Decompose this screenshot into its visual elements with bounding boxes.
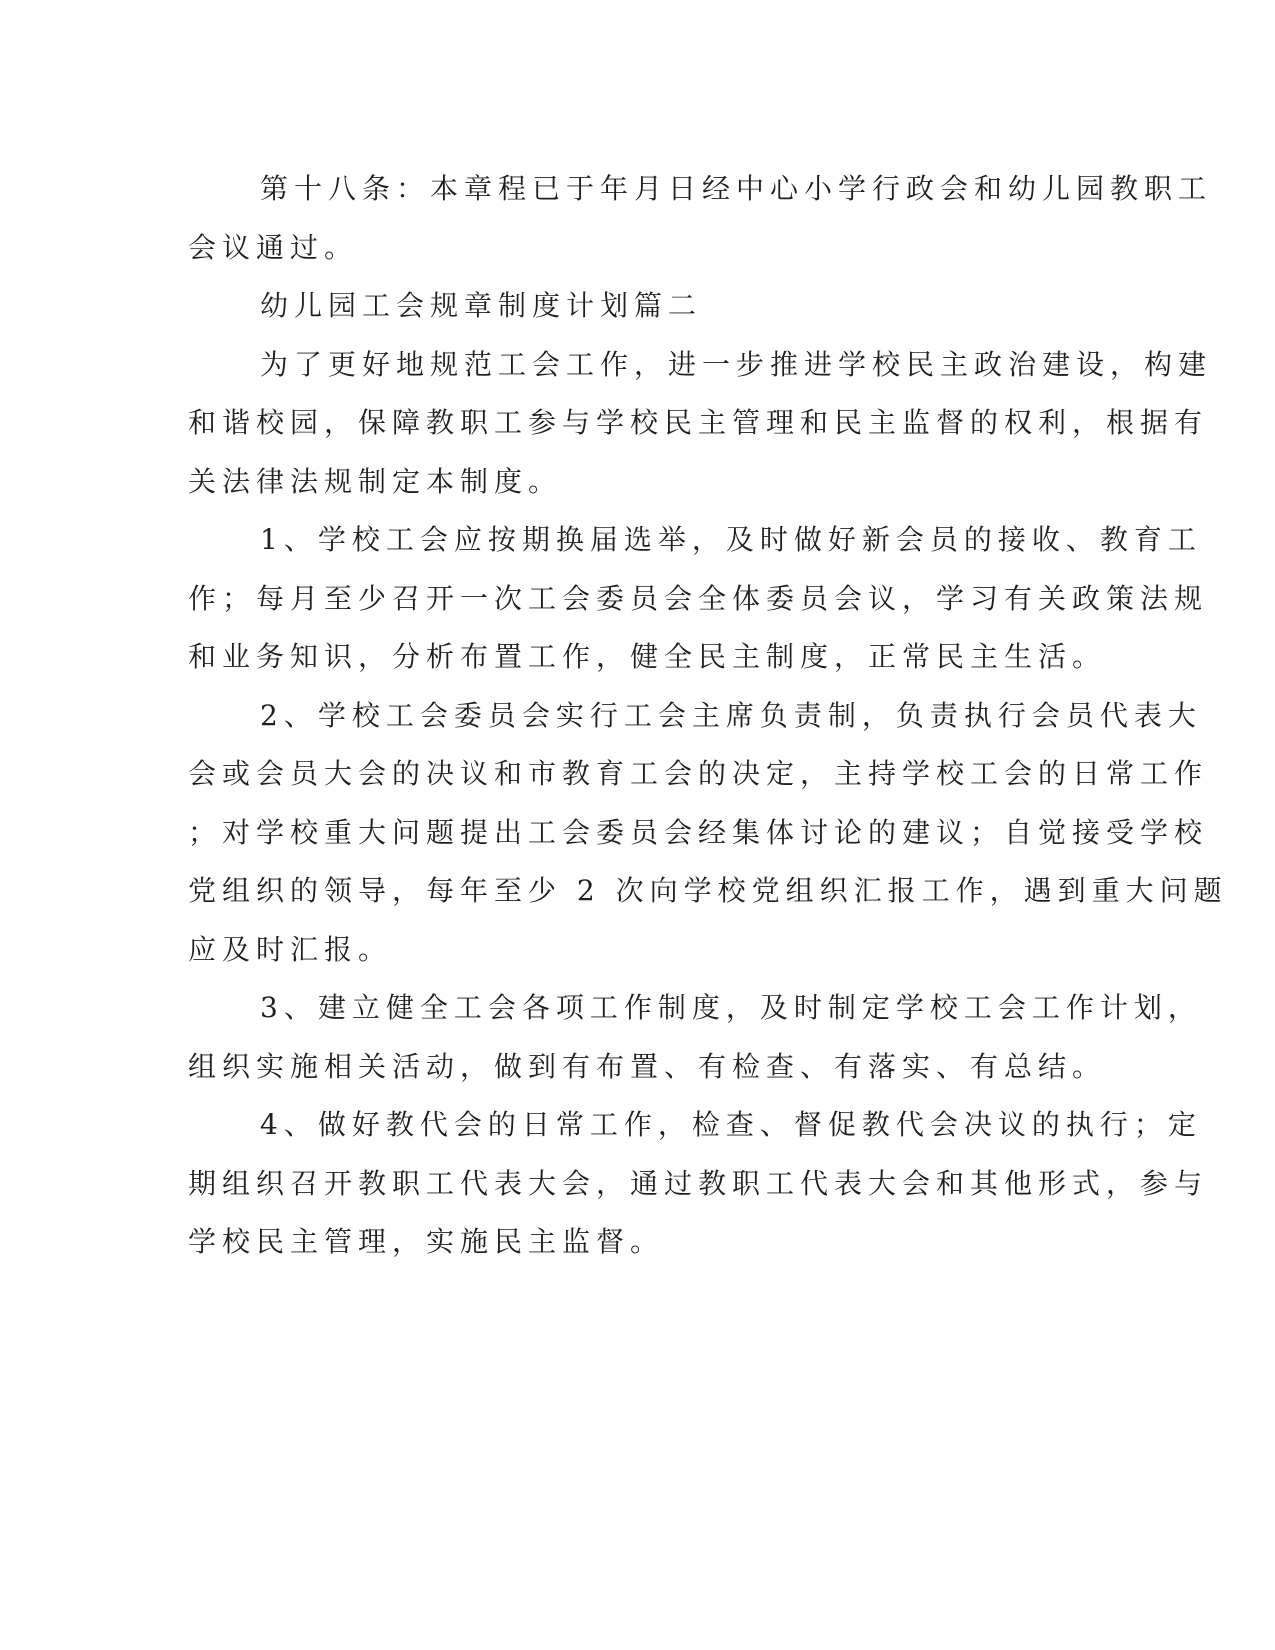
paragraph-article-18	[188, 160, 1213, 277]
paragraph-item-2	[188, 687, 1228, 980]
text-line: 为了更好地规范工会工作，进一步推进学校民主政治建设，构建	[260, 347, 1213, 381]
paragraph-item-3	[188, 979, 1202, 1096]
paragraph-intro	[188, 336, 1213, 512]
text-line: 会或会员大会的决议和市教育工会的决定，主持学校工会的日常工作	[188, 757, 1209, 790]
text-line: 和业务知识，分析布置工作，健全民主制度，正常民主生活。	[188, 640, 1107, 673]
text-line: 4、做好教代会的日常工作，检查、督促教代会决议的执行；定	[260, 1108, 1202, 1141]
section-heading	[188, 277, 1068, 336]
text-line: ；对学校重大问题提出工会委员会经集体讨论的建议；自觉接受学校	[188, 815, 1209, 849]
text-line: 1、学校工会应按期换届选举，及时做好新会员的接收、教育工	[260, 523, 1202, 556]
text-line: 2、学校工会委员会实行工会主席负责制，负责执行会员代表大	[260, 698, 1202, 732]
text-line: 党组织的领导，每年至少 2 次向学校党组织汇报工作，遇到重大问题	[188, 874, 1228, 907]
text-line: 学校民主管理，实施民主监督。	[188, 1225, 665, 1258]
text-line: 关法律法规制定本制度。	[188, 464, 563, 498]
text-line: 和谐校园，保障教职工参与学校民主管理和民主监督的权利，根据有	[188, 406, 1209, 439]
text-line: 3、建立健全工会各项工作制度，及时制定学校工会工作计划，	[260, 991, 1202, 1024]
heading-text: 幼儿园工会规章制度计划篇二	[260, 289, 703, 322]
text-line: 组织实施相关活动，做到有布置、有检查、有落实、有总结。	[188, 1049, 1107, 1083]
paragraph-item-4	[188, 1096, 1209, 1272]
text-line: 作；每月至少召开一次工会委员会全体委员会议，学习有关政策法规	[188, 581, 1209, 615]
text-line: 期组织召开教职工代表大会，通过教职工代表大会和其他形式，参与	[188, 1166, 1209, 1200]
document-body	[188, 160, 1228, 1272]
text-line: 应及时汇报。	[188, 932, 393, 966]
text-line: 第十八条：本章程已于年月日经中心小学行政会和幼儿园教职工	[260, 172, 1213, 205]
text-line: 会议通过。	[188, 230, 359, 264]
paragraph-item-1	[188, 511, 1209, 687]
